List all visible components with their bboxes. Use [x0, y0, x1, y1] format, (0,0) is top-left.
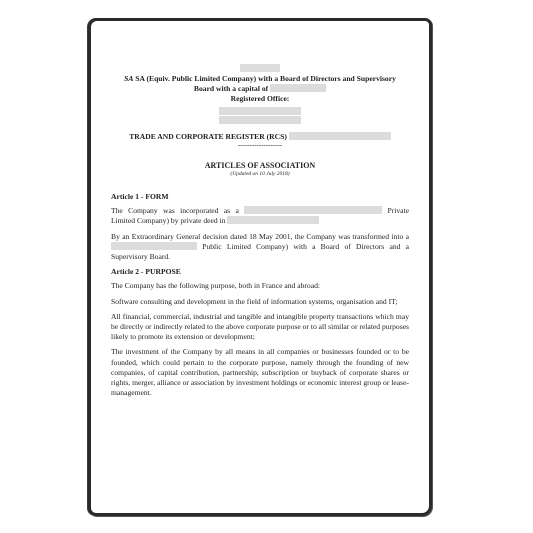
redacted-register-number: [289, 132, 391, 140]
document-title: ARTICLES OF ASSOCIATION: [204, 160, 316, 170]
article-1-heading: Article 1 - FORM: [111, 192, 169, 202]
article-2-paragraph-1: The Company has the following purpose, both in France and abroad:: [111, 281, 320, 291]
registered-office-line: Registered Office:: [230, 94, 290, 104]
company-type-line: SA SA (Equiv. Public Limited Company) with a Board of Directors and Supervisory: [124, 74, 396, 83]
capital-line: Board with a capital of: [111, 84, 409, 94]
document-subtitle: (Updated on 10 July 2018): [230, 171, 290, 178]
register-line: TRADE AND CORPORATE REGISTER (RCS): [111, 132, 409, 142]
redacted-address-1: [219, 107, 301, 115]
article-2-paragraph-2: Software consulting and development in the field of information systems, organisation and IT;: [111, 296, 398, 306]
header-separator: -------------------: [237, 140, 283, 149]
redacted-address-2: [219, 116, 301, 124]
document-header: [111, 64, 409, 124]
article-1-paragraph-2: By an Extraordinary General decision dated 18 May 2001, the Company was transformed into a Public Limited Company) with a Board of Directors and a Supervisory Board.: [111, 231, 409, 262]
redacted-company-name: [240, 64, 280, 72]
redacted-capital: [270, 84, 326, 92]
article-2-paragraph-4: The investment of the Company by all means in all companies or businesses founded or to be founded, which could pertain to the corporate purpose, namely through the founding of new companies, of capital contribution, partnership, subscription or buyback of corporate shares or rights, merger, alliance or association by investment holdings or economic interest group or lease-management.: [111, 347, 409, 398]
document-content: [111, 64, 409, 403]
article-1-paragraph-1: The Company was incorporated as a Private Limited Company) by private deed in: [111, 206, 409, 226]
redacted-new-name: [111, 242, 197, 250]
document-page: [88, 18, 432, 516]
redacted-place: [227, 216, 319, 224]
article-2-paragraph-3: All financial, commercial, industrial and tangible and intangible property transactions which may be directly or indirectly related to the above corporate purpose or to all similar or related purposes likely to promote its extension or development;: [111, 311, 409, 342]
redacted-former-name: [244, 206, 382, 214]
article-2-heading: Article 2 - PURPOSE: [111, 267, 181, 277]
